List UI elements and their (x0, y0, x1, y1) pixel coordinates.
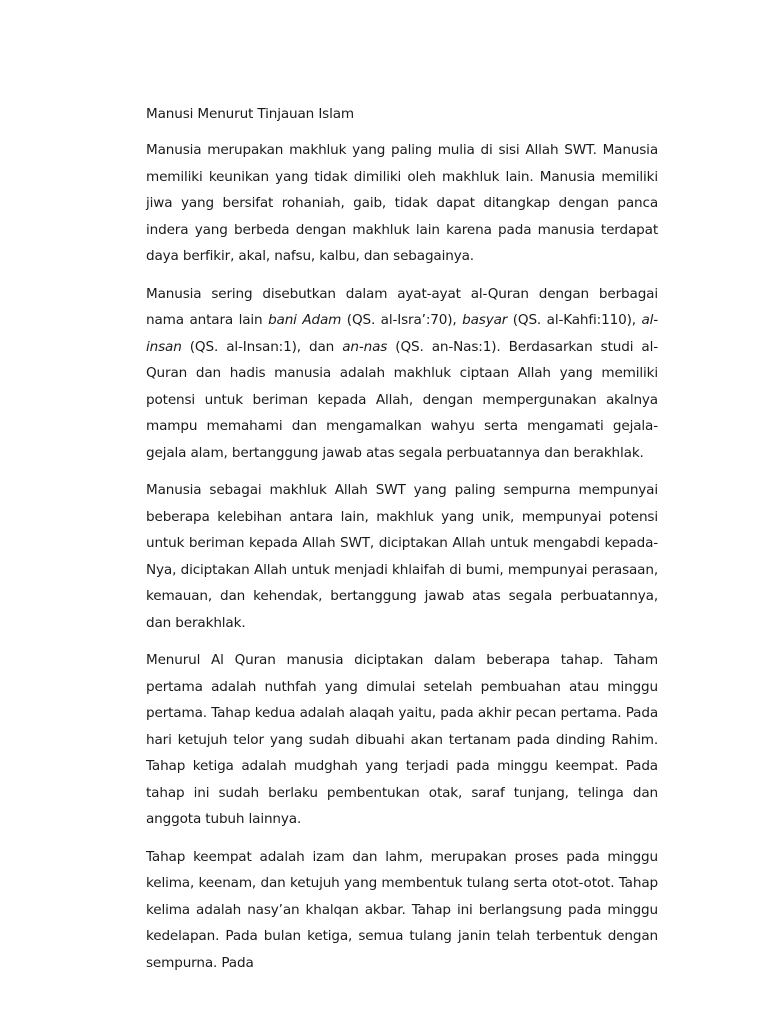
paragraph-3 (146, 477, 658, 636)
paragraph-2 (146, 281, 658, 467)
italic-term-an-nas: an-nas (342, 338, 388, 355)
paragraph-5 (146, 844, 658, 977)
document-page (146, 104, 658, 987)
italic-term-bani-adam: bani Adam (268, 312, 342, 328)
paragraph-text: (QS. al-Insan:1), dan (181, 338, 343, 355)
paragraph-text: Manusia sebagai makhluk Allah SWT yang paling sempurna mempunyai beberapa kelebihan antara lain, makhluk yang unik, mempunyai potensi untuk beriman kepada Allah SWT, diciptakan Allah untuk mengabdi kepada-Nya, diciptakan Allah untuk menjadi khlaifah di bumi, mempunyai perasaan, kemauan, dan kehendak, bertanggung jawab atas segala perbuatannya, dan berakhlak. (146, 482, 658, 631)
paragraph-text: Manusia sering disebutkan dalam ayat-ayat al-Quran dengan berbagai nama antara lain (146, 285, 658, 328)
italic-term-al-insan: al-insan (146, 312, 658, 355)
document-title: Manusi Menurut Tinjauan Islam (146, 106, 355, 122)
paragraph-text: (QS. an-Nas:1). Berdasarkan studi al-Quran dan hadis manusia adalah makhluk ciptaan Allah yang memiliki potensi untuk beriman kepada Allah, dengan mempergunakan akalnya mampu memahami dan mengamalkan wahyu serta mengamati gejala-gejala alam, bertanggung jawab atas segala perbuatannya dan berakhlak. (146, 338, 658, 461)
paragraph-text: (QS. al-Kahfi:110), (507, 312, 642, 328)
paragraph-text: (QS. al-Isra’:70), (341, 312, 463, 328)
italic-term-basyar: basyar (462, 312, 508, 328)
paragraph-1 (146, 137, 658, 270)
paragraph-text: Tahap keempat adalah izam dan lahm, merupakan proses pada minggu kelima, keenam, dan ketujuh yang membentuk tulang serta otot-otot. Tahap kelima adalah nasy’an khalqan akbar. Tahap ini berlangsung pada minggu kedelapan. Pada bulan ketiga, semua tulang janin telah terbentuk dengan sempurna. Pada (146, 848, 658, 971)
paragraph-4 (146, 647, 658, 833)
paragraph-text: Manusia merupakan makhluk yang paling mulia di sisi Allah SWT. Manusia memiliki keunikan yang tidak dimiliki oleh makhluk lain. Manusia memiliki jiwa yang bersifat rohaniah, gaib, tidak dapat ditangkap dengan panca indera yang berbeda dengan makhluk lain karena pada manusia terdapat daya berfikir, akal, nafsu, kalbu, dan sebagainya. (146, 142, 658, 264)
paragraph-text: Menurul Al Quran manusia diciptakan dalam beberapa tahap. Taham pertama adalah nuthfah yang dimulai setelah pembuahan atau minggu pertama. Tahap kedua adalah alaqah yaitu, pada akhir pecan pertama. Pada hari ketujuh telor yang sudah dibuahi akan tertanam pada dinding Rahim. Tahap ketiga adalah mudghah yang terjadi pada minggu keempat. Pada tahap ini sudah berlaku pembentukan otak, saraf tunjang, telinga dan anggota tubuh lainnya. (146, 652, 658, 827)
